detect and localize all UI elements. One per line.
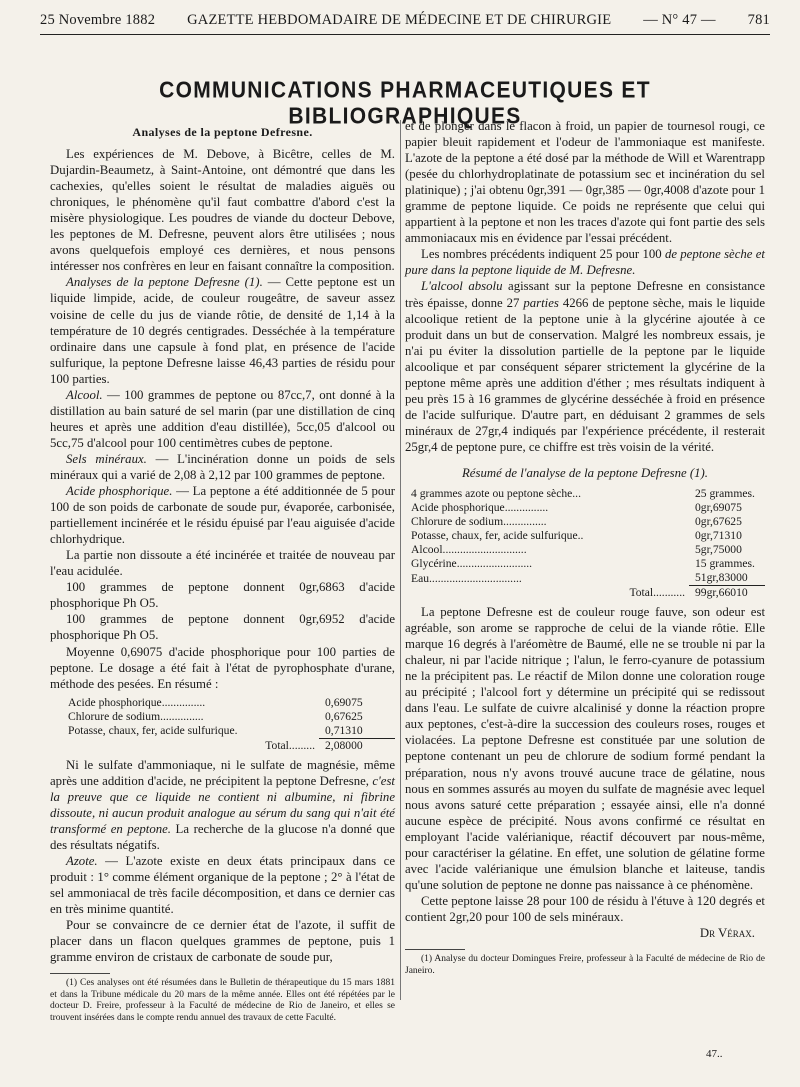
table-row: [50, 724, 395, 739]
paragraph: [50, 853, 395, 917]
table-row: [405, 557, 765, 571]
table-row: [50, 696, 395, 710]
summary-table-left: [50, 696, 395, 753]
footnote-rule: [50, 973, 110, 974]
header-rule: [40, 34, 770, 35]
table-cell-label: Chlorure de sodium...............: [68, 709, 204, 723]
table-total-row: [405, 586, 765, 601]
paragraph-body: — 100 grammes de peptone ou 87cc,7, ont donné à la distillation au bain saturé de sel marin (par une distillation de cinq heures et après une addition d'eau distillée), 5cc,05 d'alcool ou 5cc,75 d'alcool pour 100 centimètres cubes de peptone.: [50, 387, 395, 450]
paragraph-body: Ni le sulfate d'ammoniaque, ni le sulfate de magnésie, même après une addition d'acide, ne précipitent la peptone Defresne,: [50, 757, 395, 788]
table-cell-value: 0gr,69075: [695, 501, 742, 515]
paragraph-lead: Sels minéraux.: [66, 451, 147, 466]
paragraph-body: agissant sur la peptone Defresne en consistance très épaisse, donne 27: [405, 279, 765, 310]
paragraph-emphasis: de peptone sèche et pure dans la peptone liquide de M. Defresne.: [405, 247, 765, 278]
paragraph-emphasis: parties: [523, 295, 559, 310]
paragraph: Les expériences de M. Debove, à Bicêtre, celles de M. Dujardin-Beaumetz, à Saint-Antoine, ont démontré que dans les cachexies, qu'elles soient le résultat de maladies aiguës ou chroniques, le phénomène qu'il faut combattre d'abord c'est la misère physiologique. Les poudres de viande du docteur Debove, les peptones de M. Defresne, peuvent alors être utilisées ; nous avons quelquefois employé ces dernières, et nous pensons intéresser nos confrères en leur en faisant connaître la composition.: [50, 147, 395, 274]
paragraph: [50, 451, 395, 483]
table-cell-label: Glycérine..........................: [411, 557, 533, 571]
paragraph: [50, 757, 395, 853]
paragraph: [50, 483, 395, 547]
paragraph-emphasis: c'est la preuve que ce liquide ne contient ni albumine, ni fibrine dissoute, ni aucun produit analogue au sérum du sang qui n'ait été transformé en peptone.: [50, 773, 395, 836]
article-heading: Analyses de la peptone Defresne.: [132, 125, 313, 139]
paragraph: [405, 246, 765, 278]
table-row: [405, 543, 765, 557]
table-cell-label: Potasse, chaux, fer, acide sulfurique.: [68, 724, 238, 738]
paragraph: 100 grammes de peptone donnent 0gr,6863 d'acide phosphorique Ph O5.: [50, 580, 395, 611]
table-cell-label: Acide phosphorique...............: [68, 695, 206, 709]
table-row: [405, 529, 765, 543]
table-cell-value: 0,69075: [325, 695, 363, 709]
paragraph-body: La recherche de la glucose n'a donné que des résultats négatifs.: [50, 821, 395, 852]
paragraph: Cette peptone laisse 28 pour 100 de résidu à l'étuve à 120 degrés et contient 2gr,20 pour 100 de sels minéraux.: [405, 893, 765, 924]
table-cell-label: Acide phosphorique...............: [411, 501, 549, 515]
paragraph: [50, 387, 395, 451]
paragraph-lead: Alcool.: [66, 387, 103, 402]
table-row: [50, 710, 395, 724]
table-cell-label: 4 grammes azote ou peptone sèche...: [411, 487, 581, 501]
header-page-number: 781: [747, 11, 770, 28]
paragraph-body: Les nombres précédents indiquent 25 pour 100: [421, 247, 665, 262]
signature: Dr Vérax.: [699, 925, 755, 940]
paragraph-lead: Acide phosphorique.: [66, 484, 173, 499]
header-issue: — N° 47 —: [643, 11, 716, 28]
paragraph-body: — Cette peptone est un liquide limpide, acide, de couleur rougeâtre, de saveur assez voisine de celle du jus de viande rôtie, de densité de 1,14 à la température de 10 degrés centigrades. Desséchée à la température ordinaire dans une capsule à fond plat, en présence de l'acide sulfurique, la peptone Defresne laisse 46,43 parties de résidu pour 100 parties.: [50, 275, 395, 386]
table-cell-label: Chlorure de sodium...............: [411, 515, 547, 529]
table-cell-label: Potasse, chaux, fer, acide sulfurique..: [411, 529, 584, 543]
running-head: [40, 8, 770, 32]
table-cell-label: Alcool.............................: [411, 543, 527, 557]
table-cell-value: 51gr,83000: [689, 571, 765, 586]
table-row: [405, 487, 765, 501]
section-title: COMMUNICATIONS PHARMACEUTIQUES ET BIBLIOGRAPHIQUES: [159, 78, 651, 129]
resume-title: Résumé de l'analyse de la peptone Defresne (1).: [461, 465, 709, 480]
right-column: [405, 118, 765, 977]
table-total-value: 2,08000: [325, 738, 363, 752]
footnote-left: (1) Ces analyses ont été résumées dans le Bulletin de thérapeutique du 15 mars 1881 et dans la Tribune médicale du 20 mars de la même année. Elles ont été répétées par le docteur D. Freire, professeur à la Faculté de médecine de Rio de Janeiro, et elles se trouvent insérées dans le compte rendu annuel des travaux de cette Faculté.: [50, 978, 395, 1023]
paragraph: Pour se convaincre de ce dernier état de l'azote, il suffit de placer dans un flacon quelques grammes de peptone, puis 1 gramme environ de cristaux de carbonate de soude pur,: [50, 918, 395, 965]
table-total-label: Total...........: [629, 586, 685, 600]
column-separator: [400, 120, 401, 1000]
footnote-rule: [405, 949, 465, 950]
table-total-row: [50, 738, 395, 753]
table-cell-value: 5gr,75000: [695, 543, 742, 557]
table-cell-value: 0,67625: [325, 709, 363, 723]
paragraph: La peptone Defresne est de couleur rouge fauve, son odeur est agréable, son arome se rapproche de celui de la viande rôtie. Elle marque 16 degrés à l'aréomètre de Baumé, elle ne se trouble ni par la chaleur, ni par l'acide nitrique ; l'alun, le ferro-cyanure de potassium ne la précipitent pas. Le réactif de Milon donne une coloration rouge au précipité ; l'alcool fort y détermine un précipité qui se redissout dans l'eau. Le sulfate de cuivre alcalinisé y donne la réaction propre aux peptones, c'est-à-dire la succession des couleurs roses, rouges et violacées. La peptone Defresne est constituée par une solution de peptone contenant un peu de chlorure de sodium formé pendant la préparation, nous n'y avons trouvé aucune trace de gélatine, nous nous en sommes assurés au moyen du sulfate de magnésie avec lequel nous avons saturé cette préparation ; essayée ainsi, elle n'a donné aucune espèce de précipité. Nous avons confirmé ce résultat en employant l'acide valérianique, réactif découvert par nous-même, pour caractériser la gélatine. En effet, une solution de gélatine forme avec l'acide valérianique une émulsion blanche et laiteuse, tandis qu'une solution de peptone ne donne pas naissance à ce phénomène.: [405, 605, 765, 892]
paragraph: et de plonger dans le flacon à froid, un papier de tournesol rougi, ce papier bleuit rapidement et l'odeur de l'ammoniaque est manifeste. L'azote de la peptone a été dosé par la méthode de Will et Warentrapp (pesée du chlorhydroplatinate de potassium sec et incinération du sel platinique) ; j'ai obtenu 0gr,391 — 0gr,385 — 0gr,4008 d'azote pour 1 gramme de peptone liquide. Ce poids ne représente que celui qui appartient à la peptone et non les traces d'azote qui font partie des sels ammoniacaux mis en évidence par l'essai précédent.: [405, 119, 765, 246]
table-total-label: Total.........: [265, 738, 315, 752]
paragraph: La partie non dissoute a été incinérée et traitée de nouveau par l'eau acidulée.: [50, 548, 395, 579]
paragraph: Moyenne 0,69075 d'acide phosphorique pour 100 parties de peptone. Le dosage a été fait à l'état de pyrophosphate d'urane, méthode des pesées. En résumé :: [50, 644, 395, 691]
paragraph-body: — L'azote existe en deux états principaux dans ce produit : 1° comme élément organique de la peptone ; 2° à l'état de sel ammoniacal de très facile décomposition, et dans ce dernier cas en très minime quantité.: [50, 853, 395, 917]
table-cell-value: 0gr,67625: [695, 515, 742, 529]
folio-mark: 47..: [706, 1048, 723, 1060]
table-cell-value: 15 grammes.: [695, 557, 755, 571]
paragraph: 100 grammes de peptone donnent 0gr,6952 d'acide phosphorique Ph O5.: [50, 612, 395, 643]
left-column: [50, 118, 395, 1024]
table-row: [405, 501, 765, 515]
paragraph-body: 4266 de peptone sèche, mais le liquide alcoolique retient de la peptone unie à la glycérine ajoutée à ce produit dans un but de conservation. Malgré les nombreux essais, je n'ai pu éviter la dissolution partielle de la peptone par le liquide alcoolique et par conséquent séparer strictement la glycérine de la peptone même après une addition d'éther ; mes résultats indiquent à peu près 15 à 16 grammes de glycérine desséchée à froid en présence de l'acide sulfurique. D'autre part, en déduisant 2 grammes de sels minéraux de 27gr,4 indiqués par l'expérience précédente, il resterait 25gr,4 de peptone pure, ce chiffre est très voisin de la vérité.: [405, 295, 766, 454]
paragraph-lead: L'alcool absolu: [421, 279, 503, 294]
table-cell-label: Eau................................: [411, 571, 522, 585]
table-cell-value: 0gr,71310: [695, 529, 742, 543]
paragraph: [405, 278, 765, 455]
table-row: [405, 571, 765, 586]
table-cell-value: 25 grammes.: [695, 487, 755, 501]
table-row: [405, 515, 765, 529]
summary-table-right: [405, 487, 765, 600]
paragraph-lead: Analyses de la peptone Defresne (1).: [66, 275, 263, 290]
paragraph-body: — La peptone a été additionnée de 5 pour 100 de son poids de carbonate de soude pur, évaporée, carbonisée, partiellement incinérée et le résidu épuisé par l'eau aiguisée d'acide chlorhydrique.: [50, 484, 395, 547]
table-cell-value: 0,71310: [319, 724, 395, 739]
paragraph-body: — L'incinération donne un poids de sels minéraux qui a varié de 2,08 à 2,12 par 100 grammes de peptone.: [50, 451, 395, 482]
footnote-right: (1) Analyse du docteur Domingues Freire, professeur à la Faculté de médecine de Rio de Janeiro.: [405, 954, 765, 976]
paragraph-lead: Azote.: [66, 853, 98, 868]
header-journal: GAZETTE HEBDOMADAIRE DE MÉDECINE ET DE CHIRURGIE: [187, 11, 612, 28]
paragraph: [50, 274, 395, 386]
header-date: 25 Novembre 1882: [40, 11, 156, 28]
table-total-value: 99gr,66010: [695, 586, 748, 600]
